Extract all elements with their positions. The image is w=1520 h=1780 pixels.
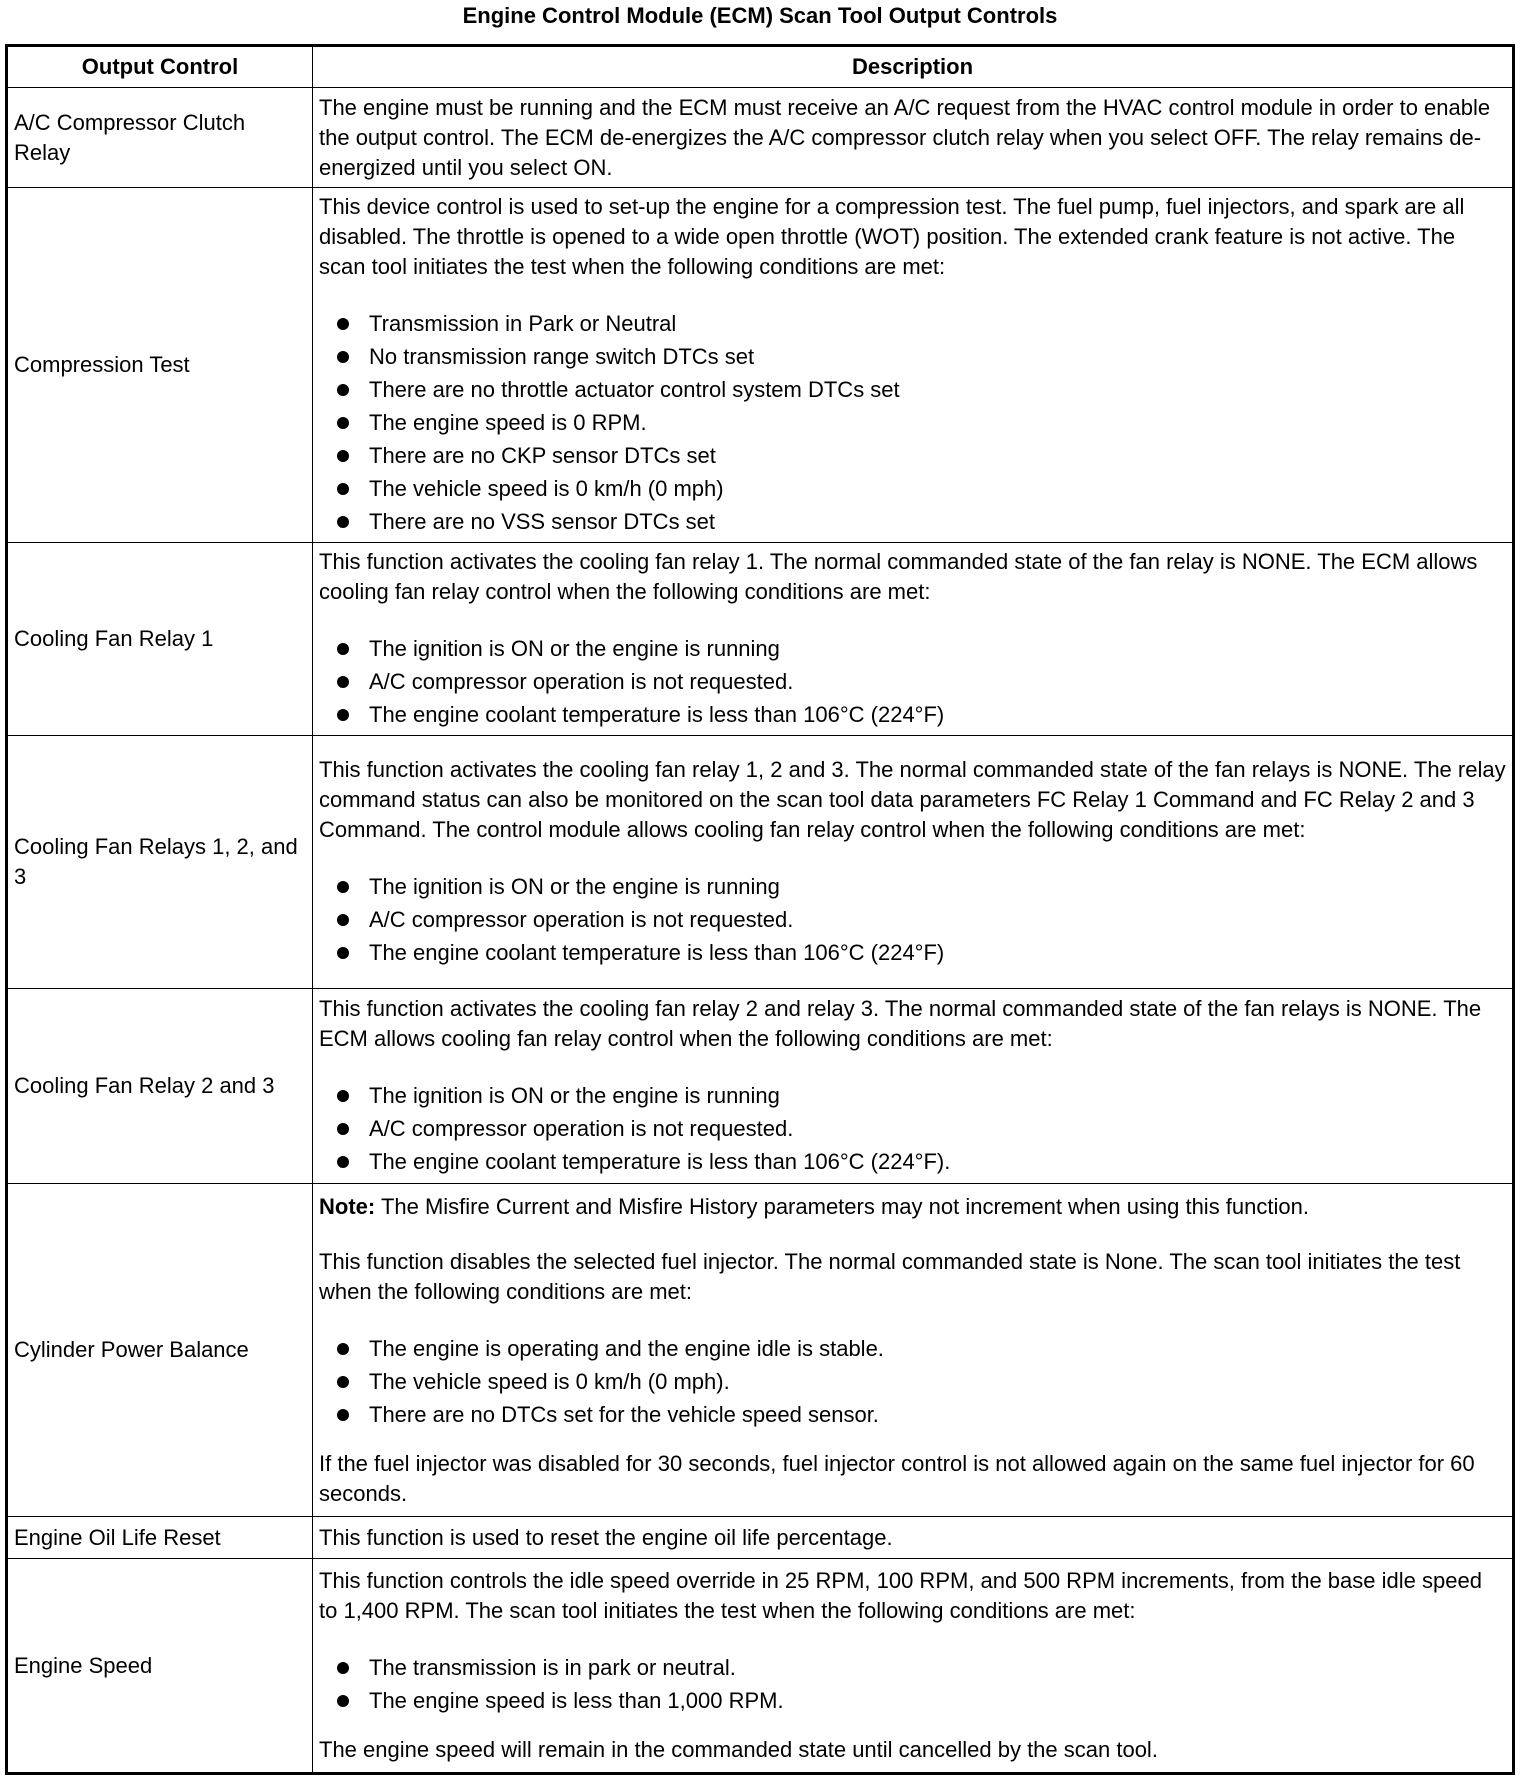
description-text: The engine must be running and the ECM must receive an A/C request from the HVAC control module in order to enable the output control. The ECM de-energizes the A/C compressor clutch relay when you select OFF. The relay remains de-energized until you select ON. <box>319 94 1491 180</box>
condition-item: There are no throttle actuator control system DTCs set <box>369 373 1506 406</box>
output-control-cell: Cooling Fan Relay 2 and 3 <box>7 989 313 1184</box>
condition-item: The ignition is ON or the engine is running <box>369 1079 1506 1112</box>
description-cell <box>313 1559 1514 1774</box>
condition-item: The engine coolant temperature is less than 106°C (224°F) <box>369 698 1506 731</box>
condition-item: There are no DTCs set for the vehicle speed sensor. <box>369 1398 1506 1431</box>
conditions-list <box>319 1651 1506 1717</box>
condition-item: The engine speed is less than 1,000 RPM. <box>369 1684 1506 1717</box>
condition-item: The engine is operating and the engine idle is stable. <box>369 1332 1506 1365</box>
description-cell <box>313 88 1514 188</box>
table-row <box>7 543 1514 736</box>
description-footer: If the fuel injector was disabled for 30 seconds, fuel injector control is not allowed again on the same fuel injector for 60 seconds. <box>319 1450 1475 1506</box>
condition-item: The vehicle speed is 0 km/h (0 mph) <box>369 472 1506 505</box>
description-cell <box>313 989 1514 1184</box>
output-control-cell: Engine Oil Life Reset <box>7 1517 313 1559</box>
table-row <box>7 188 1514 543</box>
condition-item: The vehicle speed is 0 km/h (0 mph). <box>369 1365 1506 1398</box>
condition-item: There are no CKP sensor DTCs set <box>369 439 1506 472</box>
table-row <box>7 1559 1514 1774</box>
description-text: This function is used to reset the engine oil life percentage. <box>319 1524 893 1550</box>
condition-item: The engine speed is 0 RPM. <box>369 406 1506 439</box>
condition-item: A/C compressor operation is not requested. <box>369 665 1506 698</box>
conditions-list <box>319 870 1506 969</box>
description-cell <box>313 736 1514 989</box>
condition-item: The engine coolant temperature is less than 106°C (224°F). <box>369 1145 1506 1178</box>
condition-item: A/C compressor operation is not requested. <box>369 1112 1506 1145</box>
description-text: This function activates the cooling fan relay 1, 2 and 3. The normal commanded state of the fan relays is NONE. The relay command status can also be monitored on the scan tool data parameters FC Relay 1 Command and FC Relay 2 and 3 Command. The control module allows cooling fan relay control when the following conditions are met: <box>319 757 1506 842</box>
output-control-cell: Compression Test <box>7 188 313 543</box>
output-controls-table <box>5 44 1515 1775</box>
description-cell <box>313 188 1514 543</box>
condition-item: There are no VSS sensor DTCs set <box>369 505 1506 538</box>
table-row <box>7 736 1514 989</box>
output-control-cell: Engine Speed <box>7 1559 313 1774</box>
description-text: This function activates the cooling fan relay 1. The normal commanded state of the fan relay is NONE. The ECM allows cooling fan relay control when the following conditions are met: <box>319 549 1478 604</box>
table-row <box>7 1184 1514 1517</box>
description-cell <box>313 543 1514 736</box>
description-text: This function controls the idle speed override in 25 RPM, 100 RPM, and 500 RPM increments, from the base idle speed to 1,400 RPM. The scan tool initiates the test when the following conditions are met: <box>319 1568 1482 1623</box>
condition-item: No transmission range switch DTCs set <box>369 340 1506 373</box>
output-control-cell: A/C Compressor Clutch Relay <box>7 88 313 188</box>
table-header-row <box>7 46 1514 88</box>
conditions-list <box>319 307 1506 538</box>
conditions-list <box>319 1079 1506 1178</box>
note-text: The Misfire Current and Misfire History parameters may not increment when using this function. <box>380 1193 1309 1219</box>
output-control-cell: Cooling Fan Relay 1 <box>7 543 313 736</box>
table-title: Engine Control Module (ECM) Scan Tool Output Controls <box>462 3 1058 28</box>
table-row <box>7 1517 1514 1559</box>
condition-item: Transmission in Park or Neutral <box>369 307 1506 340</box>
description-text: This function disables the selected fuel injector. The normal commanded state is None. The scan tool initiates the test when the following conditions are met: <box>319 1248 1461 1304</box>
header-output-control: Output Control <box>7 46 313 88</box>
table-row <box>7 88 1514 188</box>
condition-item: The ignition is ON or the engine is running <box>369 870 1506 903</box>
output-control-cell: Cylinder Power Balance <box>7 1184 313 1517</box>
table-row <box>7 989 1514 1184</box>
output-control-cell: Cooling Fan Relays 1, 2, and 3 <box>7 736 313 989</box>
description-cell <box>313 1184 1514 1517</box>
condition-item: A/C compressor operation is not requested. <box>369 903 1506 936</box>
description-cell <box>313 1517 1514 1559</box>
description-text: This device control is used to set-up the engine for a compression test. The fuel pump, fuel injectors, and spark are all disabled. The throttle is opened to a wide open throttle (WOT) position. The extended crank feature is not active. The scan tool initiates the test when the following conditions are met: <box>319 194 1465 279</box>
note-label: Note: <box>319 1193 376 1219</box>
description-footer: The engine speed will remain in the commanded state until cancelled by the scan tool. <box>319 1737 1158 1762</box>
description-text: This function activates the cooling fan relay 2 and relay 3. The normal commanded state of the fan relays is NONE. The ECM allows cooling fan relay control when the following conditions are met: <box>319 996 1482 1051</box>
note <box>319 1192 1506 1222</box>
conditions-list <box>319 1332 1506 1431</box>
condition-item: The transmission is in park or neutral. <box>369 1651 1506 1684</box>
condition-item: The engine coolant temperature is less than 106°C (224°F) <box>369 936 1506 969</box>
conditions-list <box>319 632 1506 731</box>
condition-item: The ignition is ON or the engine is running <box>369 632 1506 665</box>
header-description: Description <box>313 46 1514 88</box>
